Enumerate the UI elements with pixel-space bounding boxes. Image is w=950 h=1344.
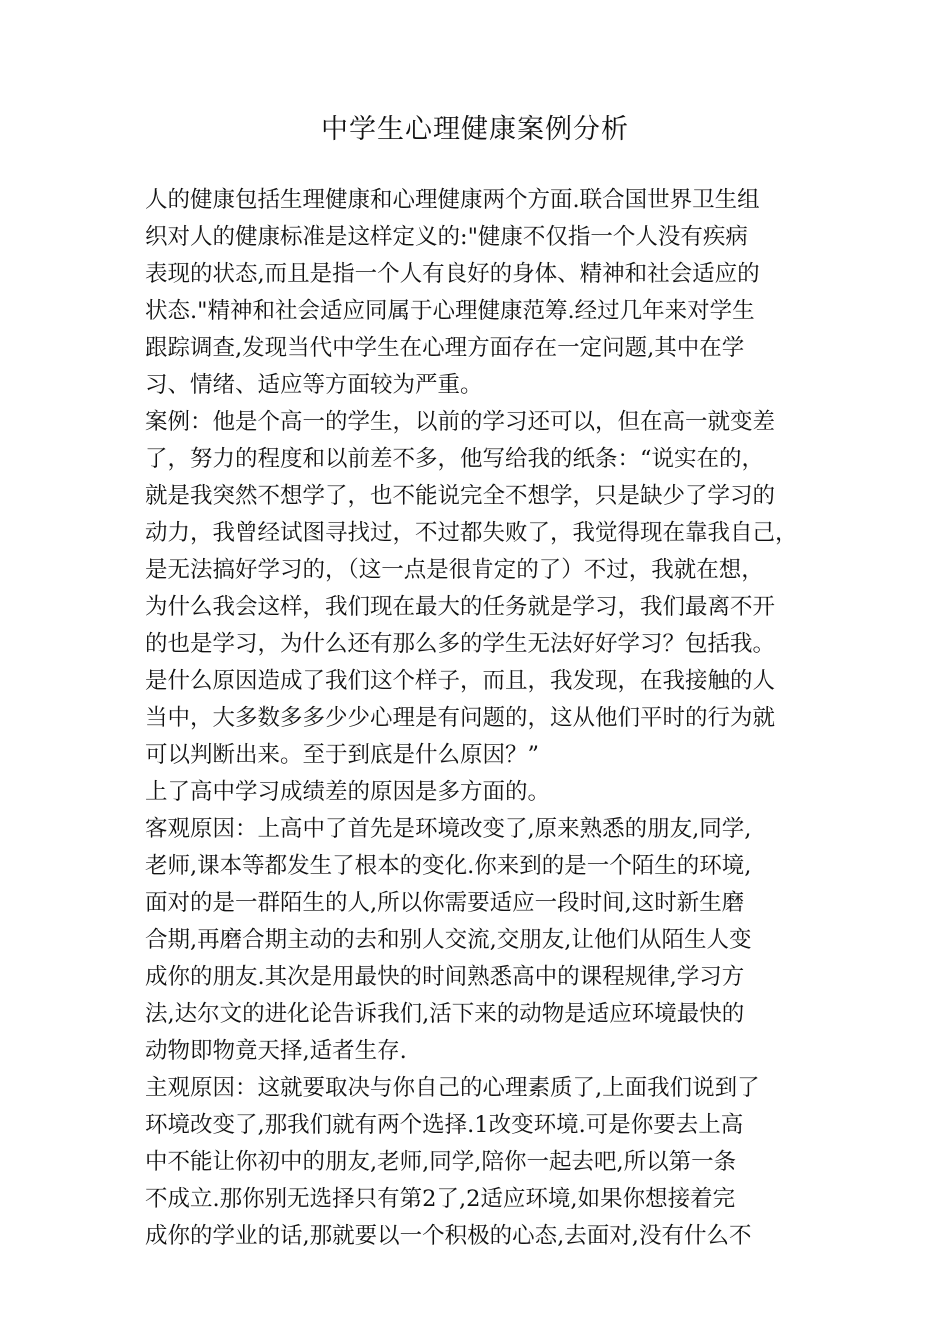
text-line: 上了高中学习成绩差的原因是多方面的。 [145,779,551,805]
text-line: 面对的是一群陌生的人,所以你需要适应一段时间,这时新生磨 [145,890,745,916]
text-line: 环境改变了,那我们就有两个选择.1改变环境.可是你要去上高 [145,1112,744,1138]
text-line: 成你的朋友.其次是用最快的时间熟悉高中的课程规律,学习方 [145,964,745,990]
text-line: 了，努力的程度和以前差不多，他写给我的纸条：“说实在的， [145,446,765,472]
text-line: 就是我突然不想学了，也不能说完全不想学，只是缺少了学习的 [145,483,776,509]
text-line: 可以判断出来。至于到底是什么原因？” [145,742,540,768]
text-line: 主观原因：这就要取决与你自己的心理素质了,上面我们说到了 [145,1075,760,1101]
text-line: 不成立.那你别无选择只有第2了,2适应环境,如果你想接着完 [145,1186,736,1212]
text-line: 的也是学习，为什么还有那么多的学生无法好好学习？包括我。 [145,631,776,657]
document-body [145,182,810,1255]
text-line: 客观原因：上高中了首先是环境改变了,原来熟悉的朋友,同学, [145,816,752,842]
text-line: 为什么我会这样，我们现在最大的任务就是学习，我们最离不开 [145,594,776,620]
text-line: 当中，大多数多多少少心理是有问题的，这从他们平时的行为就 [145,705,776,731]
text-line: 状态."精神和社会适应同属于心理健康范筹.经过几年来对学生 [145,298,755,324]
text-line: 跟踪调查,发现当代中学生在心理方面存在一定问题,其中在学 [145,335,745,361]
text-line: 是什么原因造成了我们这个样子，而且，我发现，在我接触的人 [145,668,776,694]
text-line: 动力，我曾经试图寻找过，不过都失败了，我觉得现在靠我自己， [145,520,798,546]
text-line: 合期,再磨合期主动的去和别人交流,交朋友,让他们从陌生人变 [145,927,752,953]
text-line: 是无法搞好学习的，（这一点是很肯定的了）不过，我就在想， [145,557,764,583]
text-line: 成你的学业的话,那就要以一个积极的心态,去面对,没有什么不 [145,1223,752,1249]
text-line: 中不能让你初中的朋友,老师,同学,陪你一起去吧,所以第一条 [145,1149,737,1175]
text-line: 案例：他是个高一的学生，以前的学习还可以，但在高一就变差 [145,409,776,435]
text-line: 表现的状态,而且是指一个人有良好的身体、精神和社会适应的 [145,261,760,287]
text-line: 织对人的健康标准是这样定义的:"健康不仅指一个人没有疾病 [145,224,748,250]
text-line: 动物即物竟天择,适者生存. [145,1038,407,1064]
text-line: 人的健康包括生理健康和心理健康两个方面.联合国世界卫生组 [145,187,760,213]
text-line: 习、情绪、适应等方面较为严重。 [145,372,483,398]
document-title: 中学生心理健康案例分析 [321,114,629,145]
text-line: 法,达尔文的进化论告诉我们,活下来的动物是适应环境最快的 [145,1001,745,1027]
text-line: 老师,课本等都发生了根本的变化.你来到的是一个陌生的环境, [145,853,752,879]
